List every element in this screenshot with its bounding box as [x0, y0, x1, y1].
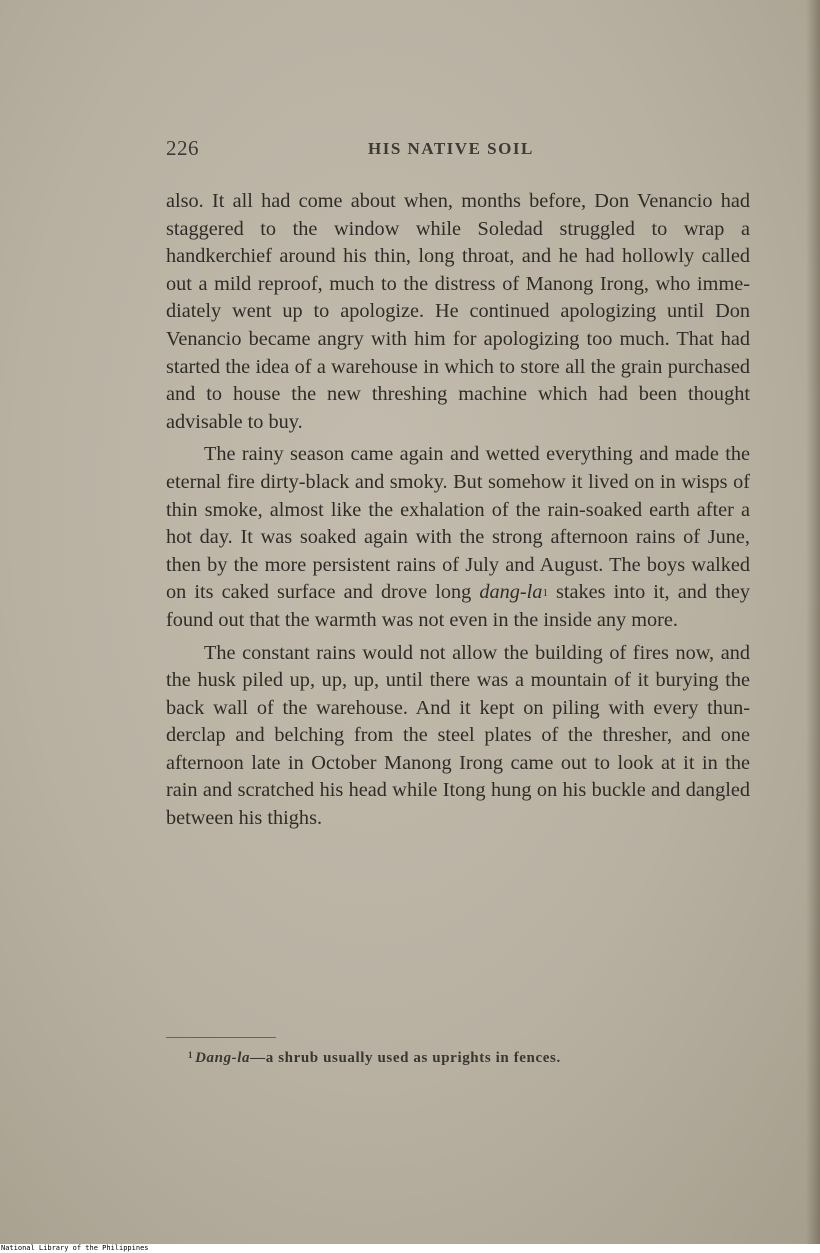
footnote-definition: —a shrub usually used as uprights in fences.: [250, 1050, 561, 1066]
footnote-reference: 1: [542, 587, 548, 600]
library-watermark: National Library of the Philippines: [0, 1244, 820, 1253]
footnote: [188, 1050, 748, 1067]
italic-term-dang-la: dang-la: [479, 581, 543, 604]
paragraph-2-text-after: stakes into it, and they found out that the warmth was not even in the inside any more.: [166, 581, 750, 631]
footnote-mark: 1: [188, 1050, 194, 1060]
paragraph-1: also. It all had come about when, months before, Don Venancio had staggered to the window while Soledad struggled to wrap a handkerchief around his thin, long throat, and he had hollowly called out a mild reproof, much to the distress of Manong Irong, who immediately went up to apologize. He continued apologizing until Don Venancio became angry with him for apologizing too much. That had started the idea of a warehouse in which to store all the grain purchased and to house the new threshing machine which had been thought advisable to buy.: [166, 190, 750, 433]
footnote-term: Dang-la: [195, 1050, 251, 1066]
body-text: [166, 188, 750, 833]
paragraph-2-text-before: The rainy season came again and wetted everything and made the eternal fire dirty-black and smoky. But somehow it lived on in wisps of thin smoke, almost like the exhalation of the rain-soaked earth after a hot day. It was soaked again with the strong afternoon rains of June, then by the more persistent rains of July and August. The boys walked on its caked surface and drove long: [166, 443, 750, 604]
footnote-divider: [166, 1037, 276, 1038]
running-head: HIS NATIVE SOIL: [368, 139, 534, 158]
paragraph-2: [166, 441, 750, 634]
page-header: [166, 136, 750, 166]
page-number: 226: [166, 136, 199, 160]
paragraph-3: The constant rains would not allow the building of fires now, and the husk piled up, up, up, until there was a mountain of it burying the back wall of the warehouse. And it kept on piling with every thunderclap and belching from the steel plates of the thresher, and one afternoon late in October Manong Irong came out to look at it in the rain and scratched his head while Itong hung on his buckle and dangled between his thighs.: [166, 641, 750, 830]
